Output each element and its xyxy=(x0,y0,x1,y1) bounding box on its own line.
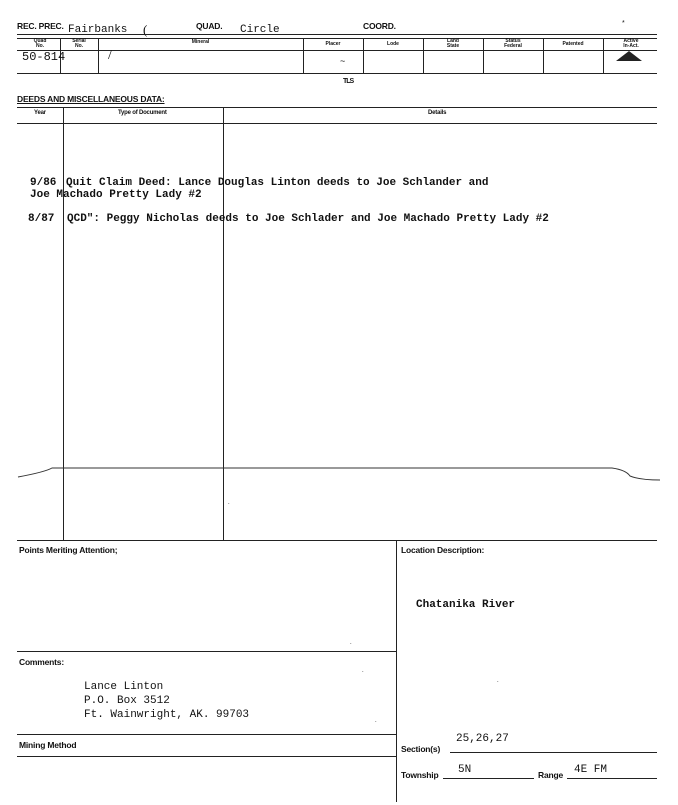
col-status-federal: Status Federal xyxy=(504,38,522,49)
rec-prec-label: REC. PREC. xyxy=(17,21,64,31)
record-bottom-rule xyxy=(17,73,657,74)
comments-line: Lance Linton xyxy=(84,681,164,693)
range-value: 4E FM xyxy=(574,764,608,776)
coord-label: COORD. xyxy=(363,21,396,31)
fold-crease xyxy=(0,462,678,492)
col-lode: Lode xyxy=(387,41,399,47)
handwritten-mark: / xyxy=(108,48,112,63)
col-details: Details xyxy=(428,110,447,116)
filled-checkmark-icon xyxy=(616,51,642,61)
speck: . xyxy=(497,678,499,684)
col-quad-no: Quad No. xyxy=(33,38,47,49)
bottom-center-divider xyxy=(396,540,397,802)
township-value: 5N xyxy=(458,764,472,776)
deed-year: 8/87 xyxy=(28,213,55,225)
deeds-section-title: DEEDS AND MISCELLANEOUS DATA: xyxy=(17,94,165,104)
township-underline xyxy=(443,778,534,779)
range-label: Range xyxy=(538,770,563,780)
col-divider xyxy=(603,38,604,73)
sections-label: Section(s) xyxy=(401,744,441,754)
speck: . xyxy=(350,640,352,646)
quad-value: Circle xyxy=(240,24,280,36)
header-rule xyxy=(17,34,657,35)
quad-serial-value: 50-814 xyxy=(22,50,66,64)
rec-prec-value: Fairbanks xyxy=(68,24,128,36)
deed-details-line: Joe Machado Pretty Lady #2 xyxy=(30,189,202,201)
speck: . xyxy=(375,718,377,724)
points-meriting-attention-label: Points Meriting Attention; xyxy=(19,545,118,555)
deeds-top-rule xyxy=(17,107,657,108)
sections-underline xyxy=(450,752,657,753)
col-mineral: Mineral xyxy=(191,39,210,45)
handwritten-mark: ( xyxy=(143,22,148,37)
speck: . xyxy=(362,668,364,674)
pencil-mark: ~ xyxy=(340,56,346,66)
township-label: Township xyxy=(401,770,439,780)
location-description-value: Chatanika River xyxy=(416,599,516,611)
col-serial-no: Serial No. xyxy=(72,38,86,49)
mining-top-rule xyxy=(17,734,396,735)
deeds-header-rule xyxy=(17,123,657,124)
comments-line: Ft. Wainwright, AK. 99703 xyxy=(84,709,250,721)
stamp-mark: TLS xyxy=(343,78,354,85)
corner-mark: * xyxy=(622,20,625,27)
sections-value: 25,26,27 xyxy=(456,733,509,745)
col-placer: Placer xyxy=(325,41,341,47)
comments-top-rule xyxy=(17,651,396,652)
deed-details-line: Quit Claim Deed: Lance Douglas Linton deeds to Joe Schlander and xyxy=(66,177,489,189)
col-patented: Patented xyxy=(562,41,584,47)
bottom-section-rule xyxy=(17,540,657,541)
columns-top-rule xyxy=(17,38,657,39)
columns-bottom-rule xyxy=(17,50,657,51)
speck: . xyxy=(228,500,230,506)
location-description-label: Location Description: xyxy=(401,545,485,555)
mining-bottom-rule xyxy=(17,756,396,757)
mining-method-label: Mining Method xyxy=(19,740,77,750)
range-underline xyxy=(567,778,657,779)
quad-label: QUAD. xyxy=(196,21,223,31)
col-type-of-document: Type of Document xyxy=(118,110,167,116)
col-active-inactive: Active In-Act. xyxy=(623,38,639,49)
col-land-state: Land State xyxy=(446,38,460,49)
comments-label: Comments: xyxy=(19,657,64,667)
deed-year: 9/86 xyxy=(30,177,57,189)
comments-line: P.O. Box 3512 xyxy=(84,695,170,707)
col-year: Year xyxy=(34,110,46,116)
deed-details-line: QCD": Peggy Nicholas deeds to Joe Schlader and Joe Machado Pretty Lady #2 xyxy=(67,213,549,225)
